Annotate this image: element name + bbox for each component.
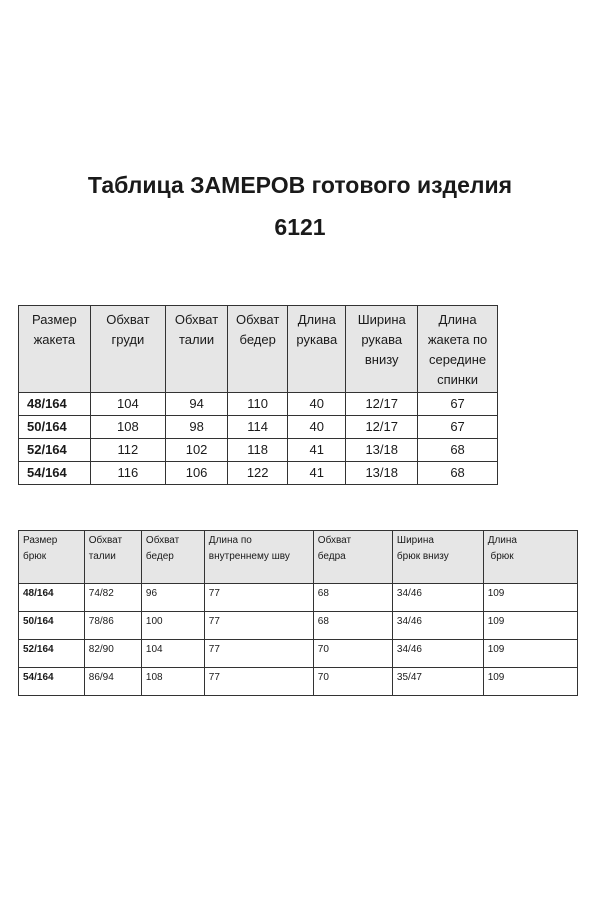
table-cell: 12/17 — [346, 416, 418, 439]
page-title: Таблица ЗАМЕРОВ готового изделия — [87, 172, 513, 198]
table-cell: 67 — [418, 416, 498, 439]
model-number: 6121 — [274, 214, 326, 240]
table-cell: 40 — [288, 393, 346, 416]
header-cell-inseam: Длина по внутреннему шву — [204, 531, 313, 584]
size-cell: 50/164 — [19, 416, 91, 439]
table-cell: 12/17 — [346, 393, 418, 416]
header-cell-jacket-length: Длина жакета по середине спинки — [418, 306, 498, 393]
table-header-row — [19, 531, 578, 584]
table-cell: 108 — [90, 416, 165, 439]
table-cell: 41 — [288, 439, 346, 462]
table-cell: 70 — [313, 668, 392, 696]
table-cell: 108 — [141, 668, 204, 696]
header-cell-chest: Обхват груди — [90, 306, 165, 393]
table-cell: 118 — [228, 439, 288, 462]
table-row — [19, 439, 498, 462]
header-cell-sleeve-length: Длина рукава — [288, 306, 346, 393]
table-row — [19, 462, 498, 485]
header-cell-trousers-length: Длина брюк — [483, 531, 577, 584]
table-cell: 104 — [90, 393, 165, 416]
table-cell: 68 — [418, 439, 498, 462]
table-cell: 68 — [418, 462, 498, 485]
table-cell: 40 — [288, 416, 346, 439]
size-cell: 54/164 — [19, 462, 91, 485]
table-cell: 35/47 — [392, 668, 483, 696]
table-row — [19, 668, 578, 696]
jacket-measurements-table — [18, 305, 498, 485]
table-cell: 94 — [166, 393, 228, 416]
table-cell: 68 — [313, 584, 392, 612]
table-cell: 112 — [90, 439, 165, 462]
table-row — [19, 584, 578, 612]
size-cell: 50/164 — [19, 612, 85, 640]
table-cell: 67 — [418, 393, 498, 416]
table-cell: 109 — [483, 640, 577, 668]
header-cell-waist: Обхват талии — [84, 531, 141, 584]
table-cell: 109 — [483, 668, 577, 696]
table-header-row — [19, 306, 498, 393]
header-cell-waist: Обхват талии — [166, 306, 228, 393]
table-cell: 34/46 — [392, 612, 483, 640]
table-cell: 77 — [204, 640, 313, 668]
table-cell: 68 — [313, 612, 392, 640]
table-cell: 109 — [483, 584, 577, 612]
table-row — [19, 393, 498, 416]
table-cell: 34/46 — [392, 584, 483, 612]
table-cell: 78/86 — [84, 612, 141, 640]
header-cell-sleeve-width: Ширина рукава внизу — [346, 306, 418, 393]
table-cell: 122 — [228, 462, 288, 485]
header-cell-hips: Обхват бедер — [228, 306, 288, 393]
table-row — [19, 640, 578, 668]
table-cell: 74/82 — [84, 584, 141, 612]
size-cell: 52/164 — [19, 640, 85, 668]
header-cell-size: Размер жакета — [19, 306, 91, 393]
header-cell-size: Размер брюк — [19, 531, 85, 584]
table-cell: 96 — [141, 584, 204, 612]
table-cell: 13/18 — [346, 439, 418, 462]
table-row — [19, 612, 578, 640]
table-cell: 114 — [228, 416, 288, 439]
header-cell-hips: Обхват бедер — [141, 531, 204, 584]
table-cell: 102 — [166, 439, 228, 462]
table-cell: 77 — [204, 668, 313, 696]
table-cell: 106 — [166, 462, 228, 485]
trousers-measurements-table — [18, 530, 578, 696]
table-cell: 82/90 — [84, 640, 141, 668]
table-cell: 109 — [483, 612, 577, 640]
table-row — [19, 416, 498, 439]
header-cell-hem-width: Ширина брюк внизу — [392, 531, 483, 584]
table-cell: 77 — [204, 612, 313, 640]
table-cell: 104 — [141, 640, 204, 668]
size-cell: 48/164 — [19, 393, 91, 416]
table-cell: 110 — [228, 393, 288, 416]
table-cell: 34/46 — [392, 640, 483, 668]
header-cell-thigh: Обхват бедра — [313, 531, 392, 584]
table-cell: 41 — [288, 462, 346, 485]
table-cell: 77 — [204, 584, 313, 612]
table-cell: 13/18 — [346, 462, 418, 485]
size-cell: 52/164 — [19, 439, 91, 462]
size-cell: 54/164 — [19, 668, 85, 696]
table-cell: 86/94 — [84, 668, 141, 696]
size-cell: 48/164 — [19, 584, 85, 612]
table-cell: 70 — [313, 640, 392, 668]
table-cell: 98 — [166, 416, 228, 439]
table-cell: 116 — [90, 462, 165, 485]
table-cell: 100 — [141, 612, 204, 640]
